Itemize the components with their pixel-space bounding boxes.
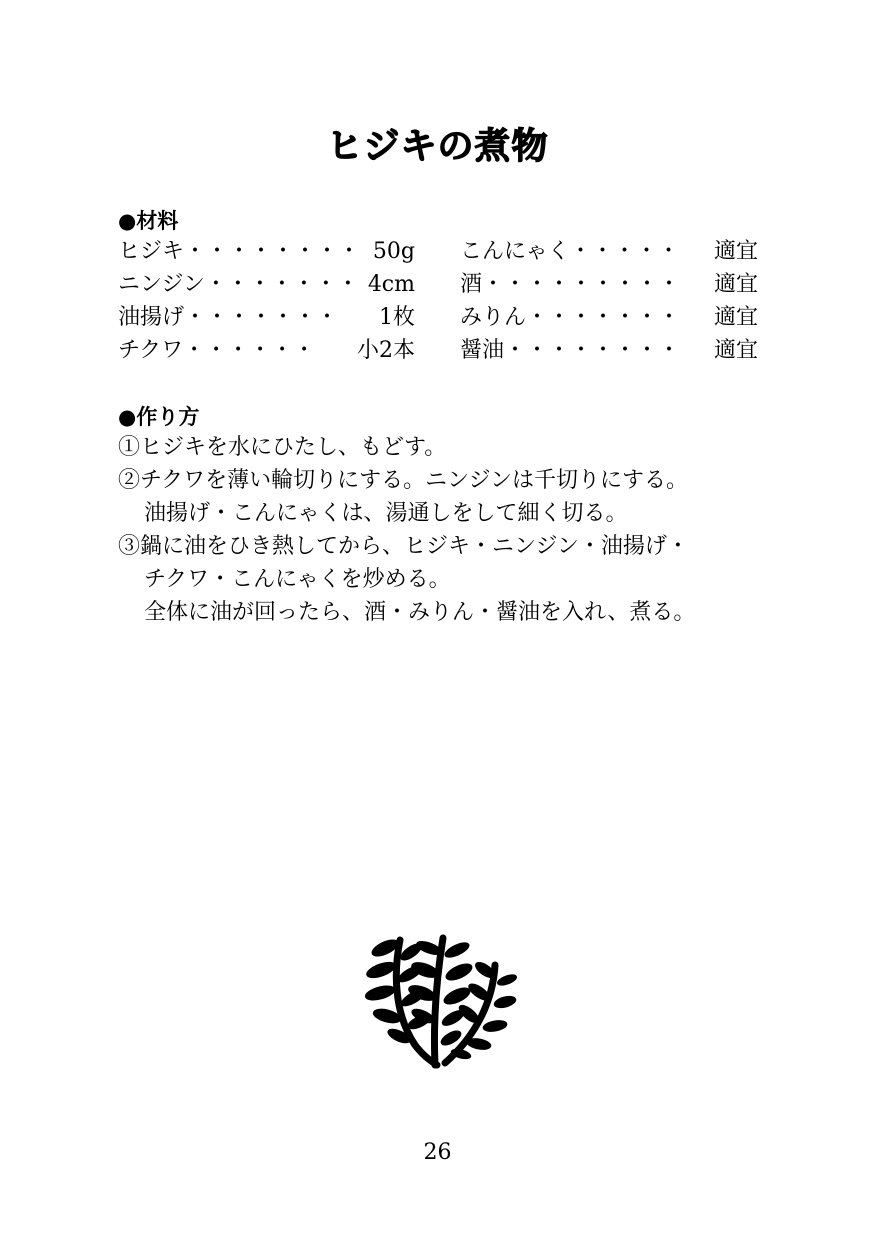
ingredient-name: みりん・・・・・・・ <box>460 305 681 330</box>
ingredient-amount: 1枚 <box>379 305 415 330</box>
ingredient-amount: 50g <box>372 239 415 264</box>
method-step: ②チクワを薄い輪切りにする。ニンジンは千切りにする。 <box>118 468 689 493</box>
ingredient-row <box>118 269 415 301</box>
method-heading: ●作り方 <box>118 405 200 429</box>
ingredient-row <box>460 269 758 301</box>
method-step: ③鍋に油をひき熱してから、ヒジキ・ニンジン・油揚げ・ <box>118 534 689 559</box>
ingredient-name: ニンジン・・・・・・・ <box>118 272 359 297</box>
ingredients-heading: ●材料 <box>118 209 179 233</box>
page-title: ヒジキの煮物 <box>326 126 549 167</box>
method-step-continuation: チクワ・こんにゃくを炒める。 <box>144 567 451 592</box>
ingredient-amount: 4cm <box>367 272 415 297</box>
ingredient-name: 酒・・・・・・・・・ <box>460 272 681 297</box>
method-step-continuation: 全体に油が回ったら、酒・みりん・醤油を入れ、煮る。 <box>144 600 696 625</box>
ingredient-row <box>460 236 758 268</box>
ingredient-row <box>460 335 758 367</box>
method-step: ①ヒジキを水にひたし、もどす。 <box>118 435 447 460</box>
ingredient-row <box>118 335 415 367</box>
ingredient-amount: 適宜 <box>713 305 758 330</box>
ingredient-name: 油揚げ・・・・・・・ <box>118 305 339 330</box>
page-number: 26 <box>423 1140 452 1165</box>
ingredient-amount: 適宜 <box>713 239 758 264</box>
ingredient-amount: 適宜 <box>713 338 758 363</box>
ingredient-name: こんにゃく・・・・・ <box>460 239 680 264</box>
ingredient-name: チクワ・・・・・・ <box>118 338 316 363</box>
ingredient-name: ヒジキ・・・・・・・・ <box>118 239 361 264</box>
seaweed-icon <box>355 930 520 1070</box>
method-step-continuation: 油揚げ・こんにゃくは、湯通しをして細く切る。 <box>144 501 628 526</box>
ingredient-row <box>118 236 415 268</box>
ingredient-amount: 適宜 <box>713 272 758 297</box>
ingredient-row <box>460 302 758 334</box>
ingredient-amount: 小2本 <box>357 338 415 363</box>
ingredient-row <box>118 302 415 334</box>
ingredient-name: 醤油・・・・・・・・ <box>460 338 681 363</box>
